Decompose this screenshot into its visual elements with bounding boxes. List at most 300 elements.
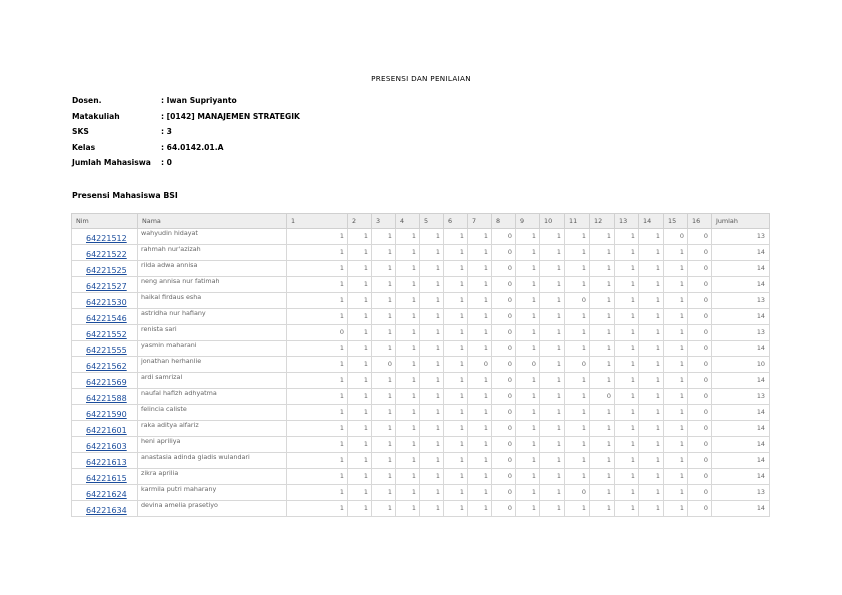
attendance-cell: 1 — [420, 229, 444, 245]
attendance-cell: 1 — [565, 421, 590, 437]
nim-link[interactable]: 64221603 — [86, 442, 127, 451]
nim-link[interactable]: 64221562 — [86, 362, 127, 371]
attendance-cell: 1 — [590, 421, 615, 437]
attendance-cell: 1 — [664, 245, 688, 261]
column-header: 3 — [372, 214, 396, 229]
attendance-cell: 1 — [639, 373, 664, 389]
attendance-cell: 1 — [565, 229, 590, 245]
attendance-cell: 1 — [664, 405, 688, 421]
attendance-cell: 1 — [444, 277, 468, 293]
attendance-cell: 1 — [444, 341, 468, 357]
total-cell: 14 — [712, 245, 770, 261]
total-cell: 13 — [712, 389, 770, 405]
nim-link[interactable]: 64221590 — [86, 410, 127, 419]
attendance-cell: 1 — [590, 261, 615, 277]
nim-link[interactable]: 64221615 — [86, 474, 127, 483]
nim-cell — [72, 501, 138, 517]
attendance-cell: 1 — [372, 469, 396, 485]
attendance-cell: 1 — [420, 277, 444, 293]
attendance-cell: 1 — [639, 261, 664, 277]
attendance-cell: 1 — [444, 437, 468, 453]
attendance-cell: 1 — [396, 245, 420, 261]
nim-link[interactable]: 64221546 — [86, 314, 127, 323]
student-name: yasmin maharani — [138, 341, 287, 357]
attendance-cell: 0 — [590, 389, 615, 405]
column-header: 8 — [492, 214, 516, 229]
table-row — [72, 277, 770, 293]
attendance-cell: 1 — [615, 501, 639, 517]
nim-cell — [72, 485, 138, 501]
attendance-cell: 1 — [540, 341, 565, 357]
attendance-cell: 1 — [372, 325, 396, 341]
table-row — [72, 421, 770, 437]
student-name: ardi samrizal — [138, 373, 287, 389]
attendance-cell: 1 — [372, 277, 396, 293]
nim-cell — [72, 293, 138, 309]
nim-cell — [72, 389, 138, 405]
nim-link[interactable]: 64221512 — [86, 234, 127, 243]
attendance-cell: 1 — [396, 309, 420, 325]
total-cell: 14 — [712, 501, 770, 517]
attendance-cell: 0 — [688, 485, 712, 501]
attendance-cell: 1 — [287, 277, 348, 293]
attendance-cell: 1 — [664, 277, 688, 293]
attendance-cell: 1 — [590, 341, 615, 357]
total-cell: 13 — [712, 229, 770, 245]
nim-cell — [72, 421, 138, 437]
attendance-cell: 1 — [287, 437, 348, 453]
table-row — [72, 485, 770, 501]
attendance-cell: 1 — [396, 469, 420, 485]
info-row — [72, 96, 300, 112]
nim-cell — [72, 357, 138, 373]
attendance-cell: 1 — [468, 389, 492, 405]
attendance-table — [71, 213, 770, 517]
total-cell: 13 — [712, 485, 770, 501]
attendance-cell: 1 — [348, 469, 372, 485]
info-value: : 3 — [161, 127, 172, 136]
attendance-cell: 1 — [516, 341, 540, 357]
info-label: Kelas — [72, 142, 96, 152]
attendance-cell: 1 — [540, 469, 565, 485]
attendance-cell: 1 — [590, 229, 615, 245]
nim-link[interactable]: 64221555 — [86, 346, 127, 355]
info-value: : [0142] MANAJEMEN STRATEGIK — [161, 111, 300, 121]
student-name: renista sari — [138, 325, 287, 341]
attendance-cell: 1 — [287, 421, 348, 437]
column-header: Jumlah — [712, 214, 770, 229]
attendance-cell: 1 — [639, 389, 664, 405]
attendance-cell: 1 — [396, 261, 420, 277]
attendance-cell: 1 — [540, 373, 565, 389]
attendance-cell: 0 — [688, 229, 712, 245]
attendance-cell: 1 — [615, 405, 639, 421]
attendance-cell: 1 — [565, 245, 590, 261]
attendance-cell: 1 — [468, 309, 492, 325]
attendance-cell: 1 — [444, 325, 468, 341]
attendance-cell: 1 — [420, 501, 444, 517]
attendance-cell: 0 — [688, 277, 712, 293]
attendance-cell: 1 — [516, 421, 540, 437]
attendance-cell: 1 — [590, 309, 615, 325]
attendance-cell: 1 — [348, 357, 372, 373]
attendance-cell: 1 — [664, 357, 688, 373]
attendance-cell: 1 — [590, 325, 615, 341]
info-label: Jumlah Mahasiswa — [72, 158, 151, 167]
attendance-cell: 1 — [372, 293, 396, 309]
attendance-cell: 1 — [468, 453, 492, 469]
course-info — [72, 96, 300, 174]
attendance-cell: 1 — [615, 293, 639, 309]
nim-link[interactable]: 64221624 — [86, 490, 127, 499]
attendance-cell: 1 — [348, 245, 372, 261]
attendance-cell: 1 — [396, 229, 420, 245]
attendance-cell: 1 — [468, 261, 492, 277]
attendance-cell: 1 — [590, 277, 615, 293]
attendance-cell: 0 — [492, 501, 516, 517]
total-cell: 13 — [712, 325, 770, 341]
attendance-cell: 0 — [688, 341, 712, 357]
table-row — [72, 341, 770, 357]
attendance-cell: 1 — [516, 405, 540, 421]
nim-link[interactable]: 64221525 — [86, 266, 127, 275]
attendance-cell: 1 — [516, 277, 540, 293]
attendance-cell: 1 — [468, 293, 492, 309]
attendance-cell: 1 — [444, 389, 468, 405]
column-header: 14 — [639, 214, 664, 229]
attendance-cell: 1 — [540, 325, 565, 341]
attendance-cell: 1 — [516, 469, 540, 485]
attendance-cell: 0 — [688, 325, 712, 341]
attendance-cell: 1 — [516, 325, 540, 341]
student-name: neng annisa nur fatimah — [138, 277, 287, 293]
attendance-cell: 1 — [565, 469, 590, 485]
attendance-cell: 1 — [287, 341, 348, 357]
column-header: 4 — [396, 214, 420, 229]
column-header: 5 — [420, 214, 444, 229]
attendance-cell: 1 — [287, 261, 348, 277]
nim-link[interactable]: 64221527 — [86, 282, 127, 291]
student-name: raka aditya alfariz — [138, 421, 287, 437]
attendance-cell: 1 — [287, 309, 348, 325]
attendance-cell: 1 — [516, 309, 540, 325]
attendance-cell: 0 — [492, 421, 516, 437]
info-value: : 64.0142.01.A — [161, 142, 224, 152]
nim-cell — [72, 261, 138, 277]
section-title: Presensi Mahasiswa BSI — [72, 191, 178, 200]
column-header: 11 — [565, 214, 590, 229]
attendance-cell: 1 — [420, 405, 444, 421]
attendance-cell: 1 — [468, 421, 492, 437]
nim-cell — [72, 309, 138, 325]
total-cell: 14 — [712, 437, 770, 453]
attendance-cell: 1 — [348, 277, 372, 293]
table-row — [72, 389, 770, 405]
attendance-cell: 1 — [639, 469, 664, 485]
attendance-cell: 1 — [396, 501, 420, 517]
attendance-cell: 1 — [540, 261, 565, 277]
attendance-cell: 0 — [688, 245, 712, 261]
attendance-cell: 0 — [492, 405, 516, 421]
attendance-cell: 1 — [396, 277, 420, 293]
attendance-cell: 1 — [639, 453, 664, 469]
total-cell: 14 — [712, 341, 770, 357]
nim-link[interactable]: 64221613 — [86, 458, 127, 467]
attendance-cell: 1 — [516, 261, 540, 277]
attendance-cell: 1 — [420, 469, 444, 485]
attendance-cell: 1 — [540, 485, 565, 501]
attendance-cell: 1 — [444, 245, 468, 261]
attendance-cell: 0 — [688, 309, 712, 325]
attendance-cell: 1 — [444, 501, 468, 517]
page-title: PRESENSI DAN PENILAIAN — [371, 74, 471, 83]
attendance-cell: 1 — [372, 341, 396, 357]
nim-cell — [72, 341, 138, 357]
info-row — [72, 143, 300, 159]
table-row — [72, 373, 770, 389]
attendance-cell: 1 — [516, 389, 540, 405]
attendance-cell: 0 — [688, 501, 712, 517]
attendance-cell: 1 — [615, 357, 639, 373]
attendance-cell: 1 — [516, 437, 540, 453]
attendance-cell: 1 — [348, 389, 372, 405]
attendance-cell: 1 — [420, 373, 444, 389]
attendance-cell: 1 — [639, 293, 664, 309]
student-name: rilda adwa annisa — [138, 261, 287, 277]
attendance-cell: 1 — [615, 325, 639, 341]
attendance-cell: 1 — [372, 309, 396, 325]
attendance-cell: 0 — [492, 293, 516, 309]
attendance-cell: 1 — [639, 405, 664, 421]
student-name: zikra aprilia — [138, 469, 287, 485]
attendance-cell: 1 — [565, 309, 590, 325]
attendance-cell: 1 — [444, 421, 468, 437]
student-name: astridha nur hafiany — [138, 309, 287, 325]
attendance-cell: 0 — [492, 469, 516, 485]
attendance-cell: 1 — [639, 229, 664, 245]
column-header: 10 — [540, 214, 565, 229]
total-cell: 14 — [712, 421, 770, 437]
attendance-cell: 1 — [420, 309, 444, 325]
attendance-cell: 1 — [468, 405, 492, 421]
attendance-cell: 1 — [516, 245, 540, 261]
attendance-cell: 1 — [664, 325, 688, 341]
table-row — [72, 293, 770, 309]
attendance-cell: 0 — [492, 341, 516, 357]
attendance-cell: 0 — [287, 325, 348, 341]
nim-link[interactable]: 64221569 — [86, 378, 127, 387]
attendance-cell: 0 — [516, 357, 540, 373]
attendance-cell: 1 — [664, 485, 688, 501]
student-name: felincia caliste — [138, 405, 287, 421]
attendance-cell: 1 — [420, 453, 444, 469]
attendance-cell: 0 — [492, 453, 516, 469]
attendance-cell: 0 — [688, 405, 712, 421]
attendance-cell: 1 — [639, 277, 664, 293]
attendance-cell: 1 — [664, 421, 688, 437]
attendance-cell: 1 — [396, 389, 420, 405]
attendance-cell: 1 — [468, 501, 492, 517]
attendance-cell: 1 — [444, 309, 468, 325]
attendance-cell: 0 — [565, 485, 590, 501]
table-row — [72, 261, 770, 277]
attendance-cell: 1 — [540, 277, 565, 293]
attendance-cell: 1 — [664, 373, 688, 389]
attendance-cell: 1 — [444, 453, 468, 469]
attendance-cell: 1 — [287, 389, 348, 405]
nim-link[interactable]: 64221601 — [86, 426, 127, 435]
nim-cell — [72, 453, 138, 469]
attendance-cell: 1 — [664, 309, 688, 325]
attendance-cell: 1 — [565, 405, 590, 421]
total-cell: 14 — [712, 309, 770, 325]
column-header: 12 — [590, 214, 615, 229]
attendance-cell: 1 — [420, 389, 444, 405]
attendance-cell: 1 — [372, 261, 396, 277]
attendance-cell: 1 — [639, 485, 664, 501]
attendance-cell: 1 — [540, 501, 565, 517]
attendance-cell: 1 — [396, 373, 420, 389]
student-name: haikal firdaus esha — [138, 293, 287, 309]
attendance-cell: 1 — [420, 421, 444, 437]
student-name: devina amelia prasetiyo — [138, 501, 287, 517]
attendance-cell: 0 — [688, 453, 712, 469]
attendance-cell: 1 — [348, 325, 372, 341]
nim-cell — [72, 405, 138, 421]
attendance-cell: 1 — [664, 453, 688, 469]
attendance-cell: 1 — [615, 245, 639, 261]
attendance-cell: 1 — [444, 373, 468, 389]
attendance-cell: 1 — [420, 437, 444, 453]
info-label: SKS — [72, 127, 89, 136]
attendance-cell: 1 — [615, 341, 639, 357]
attendance-cell: 0 — [492, 389, 516, 405]
attendance-cell: 1 — [468, 277, 492, 293]
info-label: Dosen. — [72, 96, 102, 105]
attendance-cell: 0 — [688, 373, 712, 389]
table-row — [72, 469, 770, 485]
attendance-cell: 0 — [372, 357, 396, 373]
attendance-cell: 1 — [590, 485, 615, 501]
attendance-cell: 1 — [348, 293, 372, 309]
attendance-cell: 1 — [565, 373, 590, 389]
nim-cell — [72, 373, 138, 389]
column-header: 15 — [664, 214, 688, 229]
total-cell: 13 — [712, 293, 770, 309]
attendance-cell: 1 — [516, 229, 540, 245]
attendance-cell: 1 — [287, 453, 348, 469]
attendance-cell: 1 — [540, 293, 565, 309]
attendance-cell: 1 — [348, 485, 372, 501]
attendance-cell: 1 — [444, 405, 468, 421]
total-cell: 14 — [712, 453, 770, 469]
column-header: 2 — [348, 214, 372, 229]
attendance-cell: 0 — [492, 245, 516, 261]
attendance-cell: 1 — [468, 469, 492, 485]
attendance-cell: 1 — [287, 245, 348, 261]
attendance-cell: 1 — [664, 293, 688, 309]
table-row — [72, 405, 770, 421]
attendance-cell: 1 — [516, 293, 540, 309]
attendance-cell: 1 — [639, 309, 664, 325]
attendance-cell: 1 — [615, 373, 639, 389]
nim-link[interactable]: 64221588 — [86, 394, 127, 403]
attendance-cell: 0 — [492, 261, 516, 277]
table-row — [72, 437, 770, 453]
table-row — [72, 501, 770, 517]
attendance-cell: 1 — [565, 501, 590, 517]
nim-link[interactable]: 64221522 — [86, 250, 127, 259]
nim-cell — [72, 277, 138, 293]
info-value: : Iwan Supriyanto — [161, 96, 237, 105]
total-cell: 10 — [712, 357, 770, 373]
attendance-cell: 1 — [639, 357, 664, 373]
attendance-cell: 1 — [639, 325, 664, 341]
attendance-cell: 1 — [615, 453, 639, 469]
total-cell: 14 — [712, 469, 770, 485]
attendance-cell: 1 — [540, 437, 565, 453]
attendance-cell: 1 — [372, 501, 396, 517]
nim-cell — [72, 325, 138, 341]
info-value: : 0 — [161, 158, 172, 167]
student-name: wahyudin hidayat — [138, 229, 287, 245]
column-header: 9 — [516, 214, 540, 229]
attendance-cell: 0 — [492, 325, 516, 341]
nim-cell — [72, 469, 138, 485]
attendance-cell: 1 — [540, 357, 565, 373]
column-header: Nama — [138, 214, 287, 229]
attendance-cell: 1 — [420, 341, 444, 357]
nim-link[interactable]: 64221634 — [86, 506, 127, 515]
attendance-cell: 1 — [396, 405, 420, 421]
attendance-cell: 1 — [565, 341, 590, 357]
attendance-cell: 1 — [287, 501, 348, 517]
attendance-cell: 1 — [420, 245, 444, 261]
attendance-cell: 1 — [287, 293, 348, 309]
attendance-cell: 1 — [420, 293, 444, 309]
column-header: 16 — [688, 214, 712, 229]
attendance-cell: 1 — [468, 245, 492, 261]
attendance-cell: 1 — [396, 437, 420, 453]
attendance-cell: 0 — [688, 421, 712, 437]
attendance-cell: 1 — [516, 501, 540, 517]
attendance-cell: 1 — [540, 405, 565, 421]
attendance-cell: 1 — [420, 357, 444, 373]
attendance-cell: 0 — [664, 229, 688, 245]
attendance-cell: 1 — [565, 437, 590, 453]
attendance-cell: 1 — [372, 437, 396, 453]
total-cell: 14 — [712, 405, 770, 421]
attendance-cell: 1 — [590, 405, 615, 421]
attendance-cell: 1 — [372, 421, 396, 437]
attendance-cell: 1 — [396, 325, 420, 341]
attendance-cell: 1 — [615, 389, 639, 405]
attendance-cell: 1 — [590, 357, 615, 373]
nim-link[interactable]: 64221552 — [86, 330, 127, 339]
attendance-cell: 1 — [516, 373, 540, 389]
attendance-cell: 1 — [444, 485, 468, 501]
attendance-cell: 1 — [615, 229, 639, 245]
attendance-cell: 1 — [420, 325, 444, 341]
attendance-cell: 0 — [565, 293, 590, 309]
attendance-cell: 1 — [287, 485, 348, 501]
attendance-cell: 1 — [372, 405, 396, 421]
attendance-cell: 1 — [639, 421, 664, 437]
attendance-cell: 1 — [540, 453, 565, 469]
nim-link[interactable]: 64221530 — [86, 298, 127, 307]
attendance-cell: 1 — [420, 485, 444, 501]
attendance-cell: 1 — [664, 501, 688, 517]
